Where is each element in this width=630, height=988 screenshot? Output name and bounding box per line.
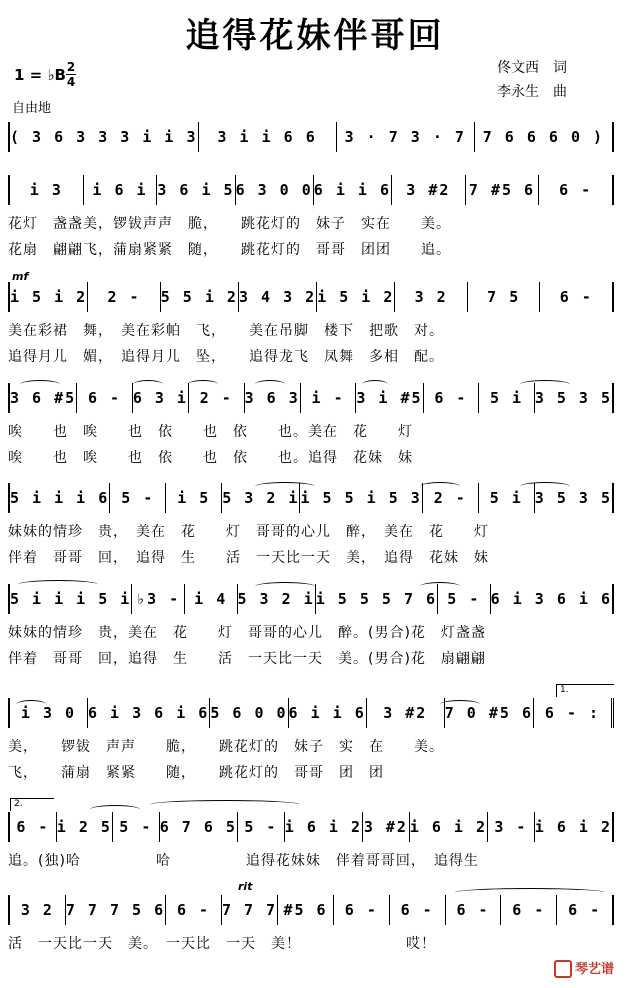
music-row [8,812,614,842]
slur-arc [20,380,60,389]
lyric-row: 花扇 翩翩飞，蒲扇紧紧 随， 跳花灯的 哥哥 团团 追。 [8,242,451,258]
music-row [8,698,614,728]
measure: 6 3 0 0 [236,175,314,205]
measure: #5 6 [278,895,334,925]
measure: 3 6 #5 [10,383,77,413]
music-row [8,122,614,152]
measure: 7 5 [468,282,541,312]
measure: 6 i 3 6 i 6 [491,584,614,614]
measure: 5 6 0 0 [210,698,288,728]
slur-arc [255,582,315,591]
music-row [8,895,614,925]
credits [497,56,567,104]
measure: i 6 i 2 [285,812,363,842]
slur-arc [16,700,46,709]
lyric-row: 追。(独)哈 哈 追得花妹妹 伴着哥哥回， 追得生 [8,853,479,869]
measure: 3 · 7 3 · 7 [337,122,475,152]
measure: 5 - [110,483,166,513]
measure: 5 i i i 5 i [10,584,132,614]
lyric-row: 唉 也 唉 也 依 也 依 也。追得 花妹 妹 [8,450,413,466]
measure: i - [301,383,357,413]
measure: i 4 [185,584,238,614]
measure: 5 5 i 2 [161,282,239,312]
slur-arc [90,805,140,814]
measure: 5 i [479,483,535,513]
slur-arc [255,482,315,491]
measure: 6 i i 6 [289,698,367,728]
measure: i 2 5 [57,812,113,842]
measure: 6 - [501,895,557,925]
watermark-logo-icon [554,960,572,978]
measure: 3 6 i 5 [157,175,235,205]
lyric-row: 追得月儿 媚， 追得月儿 坠， 追得龙飞 凤舞 多相 配。 [8,349,444,365]
measure: 5 3 2 i [238,584,316,614]
lyric-row: 花灯 盏盏美，锣钹声声 脆， 跳花灯的 妹子 实在 美。 [8,216,451,232]
slur-arc [150,800,300,809]
measure: 5 3 2 i [222,483,300,513]
measure: 6 - [540,282,614,312]
measure: 6 - [424,383,480,413]
slur-arc [455,888,605,897]
measure: 3 #2 [363,812,410,842]
measure: 6 i i 6 [314,175,392,205]
volta-first-ending: 1. [556,684,614,697]
measure: 6 - [539,175,614,205]
lyric-row: 美， 锣钹 声声 脆， 跳花灯的 妹子 实 在 美。 [8,739,444,755]
slur-arc [188,380,218,389]
measure: 2 - [189,383,245,413]
lyric-row: 伴着 哥哥 回，追得 生 活 一天比一天 美。(男合)花 扇翩翩 [8,651,486,667]
lyricist: 佟文西 词 [497,60,567,76]
lyric-row: 妹妹的情珍 贵， 美在 花 灯 哥哥的心儿 醉， 美在 花 灯 [8,524,489,540]
measure: 3 5 3 5 [535,483,614,513]
measure: 3 i #5 [356,383,423,413]
slur-arc [18,580,98,589]
measure: 7 6 6 6 0 ) [475,122,614,152]
lyric-row: 美在彩裙 舞， 美在彩帕 飞， 美在吊脚 楼下 把歌 对。 [8,323,444,339]
measure: 6 i 3 6 i 6 [88,698,210,728]
measure: 6 - [10,812,57,842]
rit-marking: rit [238,880,253,893]
measure: i 3 0 [10,698,88,728]
measure: 6 - [334,895,390,925]
tempo-marking: 自由地 [12,101,52,116]
measure: 3 2 [395,282,468,312]
measure: 7 7 7 5 6 [66,895,166,925]
slur-arc [440,700,480,709]
measure: 3 - [488,812,535,842]
measure: 3 #2 [392,175,466,205]
slur-arc [362,380,388,389]
time-bottom: 4 [66,75,76,89]
slur-arc [520,380,570,389]
volta-second-ending: 2. [10,798,54,811]
composer: 李永生 曲 [497,84,567,100]
measure: 6 - [557,895,614,925]
watermark-text: 琴艺谱 [574,961,614,977]
music-row [8,175,614,205]
measure: 5 i [479,383,535,413]
measure: i 5 i 2 [10,282,88,312]
measure: ♭3 - [132,584,185,614]
slur-arc [133,380,163,389]
measure: 6 - : [534,698,614,728]
measure: i 6 i 2 [535,812,614,842]
slur-arc [255,380,285,389]
measure: 2 - [88,282,161,312]
lyric-row: 飞， 蒲扇 紧紧 随， 跳花灯的 哥哥 团 团 [8,765,384,781]
measure: 5 i i i 6 [10,483,110,513]
measure: i 6 i 2 [410,812,488,842]
measure: 3 #2 [367,698,445,728]
music-row [8,282,614,312]
measure: ( 3 6 3 3 3 i i 3 [10,122,199,152]
measure: i 5 5 i 5 3 [300,483,422,513]
measure: 3 i i 6 6 [199,122,337,152]
measure: i 5 i 2 [317,282,395,312]
key-signature: 1 = ♭B [14,66,66,84]
measure: 3 6 3 [245,383,301,413]
slur-arc [420,482,460,491]
lyric-row: 伴着 哥哥 回， 追得 生 活 一天比一天 美， 追得 花妹 妹 [8,550,489,566]
measure: 6 - [390,895,446,925]
measure: 3 5 3 5 [535,383,614,413]
measure: 5 - [238,812,285,842]
measure: 6 7 6 5 [160,812,238,842]
lyric-row: 唉 也 唉 也 依 也 依 也。美在 花 灯 [8,424,413,440]
measure: 6 - [77,383,133,413]
measure: 6 - [166,895,222,925]
measure: 5 - [113,812,160,842]
measure: 7 0 #5 6 [445,698,534,728]
time-signature [66,60,76,89]
measure: i 5 [166,483,222,513]
measure: i 3 [10,175,84,205]
slur-arc [520,482,570,491]
dynamic-marking: mf [12,270,29,283]
measure: 3 2 [10,895,66,925]
watermark [554,958,614,979]
slur-arc [420,582,460,591]
measure: i 5 5 5 7 6 [316,584,438,614]
measure: 3 4 3 2 [239,282,317,312]
measure: 6 - [446,895,502,925]
measure: 7 #5 6 [466,175,540,205]
lyric-row: 活 一天比一天 美。 一天比 一天 美！ 哎！ [8,936,436,952]
measure: 6 3 i [133,383,189,413]
measure: 7 7 7 [222,895,278,925]
time-top: 2 [66,60,76,74]
song-title: 追得花妹伴哥回 [185,16,445,56]
measure: 2 - [423,483,479,513]
lyric-row: 妹妹的情珍 贵，美在 花 灯 哥哥的心儿 醉。(男合)花 灯盏盏 [8,625,486,641]
measure: i 6 i [84,175,158,205]
measure: 5 - [438,584,491,614]
